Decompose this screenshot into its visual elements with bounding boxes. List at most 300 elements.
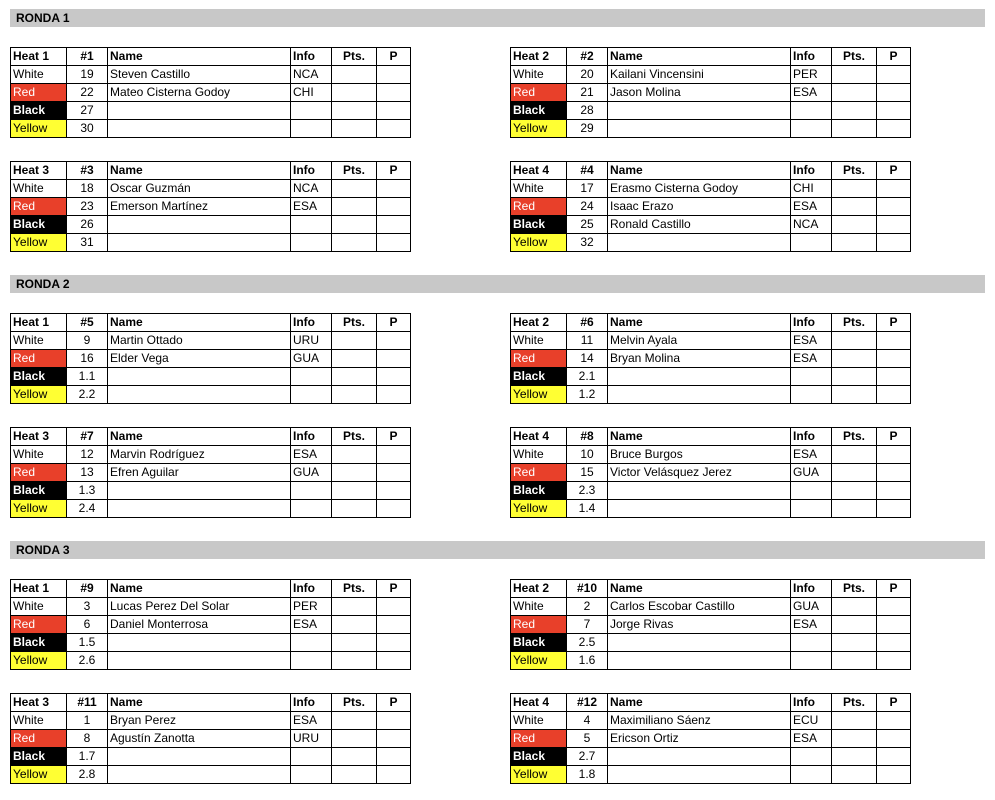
table-row: [11, 332, 411, 350]
heat-header-row: [511, 48, 911, 66]
heat-table: [10, 693, 411, 784]
color-cell: Yellow: [511, 120, 567, 138]
column-header-pts: Pts.: [332, 162, 377, 180]
surfer-country: [291, 120, 332, 138]
points-cell: [332, 216, 377, 234]
surfer-number: 1.4: [567, 500, 608, 518]
surfer-country: [291, 652, 332, 670]
surfer-country: PER: [791, 66, 832, 84]
surfer-number: 20: [567, 66, 608, 84]
heat-label: Heat 4: [511, 694, 567, 712]
points-cell: [332, 464, 377, 482]
place-cell: [877, 216, 911, 234]
points-cell: [832, 598, 877, 616]
surfer-number: 17: [567, 180, 608, 198]
surfer-name: [108, 102, 291, 120]
surfer-country: [291, 368, 332, 386]
table-row: [511, 180, 911, 198]
surfer-name: Kailani Vincensini: [608, 66, 791, 84]
surfer-name: [608, 386, 791, 404]
surfer-name: [608, 748, 791, 766]
table-row: [11, 500, 411, 518]
column-header-p: P: [877, 428, 911, 446]
column-header-p: P: [877, 694, 911, 712]
column-header-name: Name: [608, 314, 791, 332]
place-cell: [877, 634, 911, 652]
heat-number: #9: [67, 580, 108, 598]
surfer-number: 30: [67, 120, 108, 138]
surfer-country: CHI: [291, 84, 332, 102]
surfer-name: Bryan Molina: [608, 350, 791, 368]
surfer-number: 21: [567, 84, 608, 102]
color-cell: White: [511, 180, 567, 198]
surfer-country: [791, 766, 832, 784]
place-cell: [877, 482, 911, 500]
heat-table: [510, 161, 911, 252]
column-header-name: Name: [608, 162, 791, 180]
place-cell: [877, 616, 911, 634]
surfer-number: 7: [567, 616, 608, 634]
column-header-info: Info: [291, 314, 332, 332]
points-cell: [332, 368, 377, 386]
heat-label: Heat 1: [11, 580, 67, 598]
column-header-pts: Pts.: [832, 580, 877, 598]
surfer-country: GUA: [791, 598, 832, 616]
column-header-info: Info: [291, 580, 332, 598]
table-row: [11, 84, 411, 102]
color-cell: White: [11, 712, 67, 730]
table-row: [11, 216, 411, 234]
surfer-country: [791, 102, 832, 120]
table-row: [511, 332, 911, 350]
surfer-country: [791, 120, 832, 138]
table-row: [511, 616, 911, 634]
color-cell: White: [11, 66, 67, 84]
table-row: [511, 482, 911, 500]
color-cell: White: [511, 66, 567, 84]
surfer-number: 2.2: [67, 386, 108, 404]
surfer-country: ESA: [791, 446, 832, 464]
table-row: [511, 748, 911, 766]
table-row: [511, 386, 911, 404]
place-cell: [377, 616, 411, 634]
points-cell: [332, 730, 377, 748]
points-cell: [832, 482, 877, 500]
place-cell: [377, 766, 411, 784]
color-cell: Red: [11, 464, 67, 482]
surfer-number: 19: [67, 66, 108, 84]
surfer-country: [291, 748, 332, 766]
color-cell: White: [11, 446, 67, 464]
table-row: [11, 766, 411, 784]
table-row: [11, 350, 411, 368]
column-header-name: Name: [108, 162, 291, 180]
place-cell: [877, 500, 911, 518]
column-header-p: P: [877, 48, 911, 66]
column-header-p: P: [377, 162, 411, 180]
surfer-number: 1.3: [67, 482, 108, 500]
color-cell: Yellow: [511, 766, 567, 784]
surfer-name: Elder Vega: [108, 350, 291, 368]
surfer-name: [108, 120, 291, 138]
place-cell: [877, 766, 911, 784]
table-row: [511, 368, 911, 386]
table-row: [11, 652, 411, 670]
points-cell: [832, 84, 877, 102]
surfer-country: [291, 386, 332, 404]
place-cell: [877, 350, 911, 368]
place-cell: [877, 120, 911, 138]
place-cell: [377, 198, 411, 216]
column-header-pts: Pts.: [832, 314, 877, 332]
table-row: [511, 766, 911, 784]
column-header-info: Info: [791, 48, 832, 66]
color-cell: White: [11, 180, 67, 198]
points-cell: [332, 102, 377, 120]
surfer-name: [608, 500, 791, 518]
place-cell: [877, 598, 911, 616]
table-row: [11, 464, 411, 482]
color-cell: Red: [511, 350, 567, 368]
surfer-number: 12: [67, 446, 108, 464]
surfer-name: Erasmo Cisterna Godoy: [608, 180, 791, 198]
surfer-name: [108, 386, 291, 404]
heat-table: [10, 427, 411, 518]
color-cell: Yellow: [11, 766, 67, 784]
table-row: [11, 482, 411, 500]
surfer-name: [608, 102, 791, 120]
color-cell: Red: [11, 616, 67, 634]
column-header-p: P: [377, 48, 411, 66]
heat-number: #6: [567, 314, 608, 332]
color-cell: Yellow: [11, 120, 67, 138]
points-cell: [332, 120, 377, 138]
surfer-name: Isaac Erazo: [608, 198, 791, 216]
color-cell: White: [511, 598, 567, 616]
surfer-number: 1.2: [567, 386, 608, 404]
column-header-pts: Pts.: [832, 694, 877, 712]
place-cell: [377, 748, 411, 766]
table-row: [511, 652, 911, 670]
color-cell: Red: [511, 84, 567, 102]
color-cell: Red: [511, 198, 567, 216]
surfer-name: Oscar Guzmán: [108, 180, 291, 198]
heat-number: #1: [67, 48, 108, 66]
surfer-country: NCA: [791, 216, 832, 234]
points-cell: [832, 500, 877, 518]
color-cell: Yellow: [511, 386, 567, 404]
color-cell: Yellow: [11, 386, 67, 404]
surfer-country: [791, 748, 832, 766]
place-cell: [877, 234, 911, 252]
surfer-number: 10: [567, 446, 608, 464]
points-cell: [332, 386, 377, 404]
place-cell: [877, 712, 911, 730]
table-row: [511, 216, 911, 234]
color-cell: Red: [511, 730, 567, 748]
surfer-country: NCA: [291, 66, 332, 84]
column-header-p: P: [377, 580, 411, 598]
surfer-name: [608, 634, 791, 652]
column-header-info: Info: [791, 580, 832, 598]
column-header-p: P: [377, 694, 411, 712]
surfer-name: Carlos Escobar Castillo: [608, 598, 791, 616]
surfer-country: [291, 634, 332, 652]
color-cell: Yellow: [511, 652, 567, 670]
heat-number: #11: [67, 694, 108, 712]
column-header-pts: Pts.: [332, 314, 377, 332]
heat-table: [510, 313, 911, 404]
place-cell: [377, 332, 411, 350]
points-cell: [832, 748, 877, 766]
place-cell: [377, 712, 411, 730]
color-cell: White: [11, 598, 67, 616]
surfer-number: 6: [67, 616, 108, 634]
heat-header-row: [11, 694, 411, 712]
surfer-country: [791, 234, 832, 252]
column-header-name: Name: [608, 694, 791, 712]
surfer-name: Lucas Perez Del Solar: [108, 598, 291, 616]
place-cell: [377, 216, 411, 234]
heat-header-row: [11, 162, 411, 180]
column-header-pts: Pts.: [332, 428, 377, 446]
surfer-number: 26: [67, 216, 108, 234]
color-cell: Red: [11, 84, 67, 102]
surfer-name: Emerson Martínez: [108, 198, 291, 216]
round-title: RONDA 3: [10, 541, 985, 559]
place-cell: [377, 598, 411, 616]
heat-header-row: [11, 48, 411, 66]
surfer-country: ESA: [791, 198, 832, 216]
heat-label: Heat 3: [11, 428, 67, 446]
table-row: [11, 446, 411, 464]
surfer-number: 2.1: [567, 368, 608, 386]
table-row: [11, 748, 411, 766]
surfer-number: 2.5: [567, 634, 608, 652]
table-row: [11, 66, 411, 84]
surfer-country: ESA: [791, 332, 832, 350]
surfer-name: [608, 482, 791, 500]
place-cell: [377, 102, 411, 120]
points-cell: [832, 180, 877, 198]
points-cell: [332, 446, 377, 464]
table-row: [511, 598, 911, 616]
surfer-country: ESA: [791, 84, 832, 102]
column-header-p: P: [377, 428, 411, 446]
color-cell: Red: [511, 464, 567, 482]
surfer-country: ESA: [291, 446, 332, 464]
surfer-country: [291, 102, 332, 120]
surfer-name: Victor Velásquez Jerez: [608, 464, 791, 482]
color-cell: Black: [511, 748, 567, 766]
heat-label: Heat 2: [511, 580, 567, 598]
surfer-country: [291, 482, 332, 500]
heat-label: Heat 4: [511, 162, 567, 180]
heat-header-row: [511, 428, 911, 446]
place-cell: [877, 368, 911, 386]
surfer-name: [608, 120, 791, 138]
color-cell: Black: [11, 102, 67, 120]
table-row: [11, 386, 411, 404]
column-header-pts: Pts.: [832, 48, 877, 66]
heat-table: [510, 427, 911, 518]
heat-header-row: [511, 580, 911, 598]
column-header-pts: Pts.: [332, 48, 377, 66]
surfer-name: [108, 368, 291, 386]
color-cell: White: [11, 332, 67, 350]
place-cell: [377, 386, 411, 404]
place-cell: [877, 730, 911, 748]
surfer-name: [108, 634, 291, 652]
surfer-number: 9: [67, 332, 108, 350]
color-cell: Black: [511, 102, 567, 120]
column-header-name: Name: [608, 428, 791, 446]
round-title: RONDA 1: [10, 9, 985, 27]
heat-number: #10: [567, 580, 608, 598]
place-cell: [877, 66, 911, 84]
heat-label: Heat 2: [511, 48, 567, 66]
table-row: [511, 84, 911, 102]
surfer-name: [608, 766, 791, 784]
heat-header-row: [511, 162, 911, 180]
table-row: [11, 120, 411, 138]
table-row: [511, 464, 911, 482]
surfer-name: Bryan Perez: [108, 712, 291, 730]
heat-label: Heat 3: [11, 162, 67, 180]
place-cell: [377, 652, 411, 670]
surfer-country: [291, 234, 332, 252]
color-cell: White: [511, 446, 567, 464]
surfer-name: [108, 234, 291, 252]
points-cell: [832, 350, 877, 368]
surfer-number: 8: [67, 730, 108, 748]
surfer-name: Maximiliano Sáenz: [608, 712, 791, 730]
points-cell: [332, 66, 377, 84]
surfer-country: [791, 652, 832, 670]
heat-label: Heat 3: [11, 694, 67, 712]
place-cell: [377, 464, 411, 482]
place-cell: [377, 368, 411, 386]
points-cell: [332, 616, 377, 634]
points-cell: [332, 766, 377, 784]
heat-number: #3: [67, 162, 108, 180]
table-row: [11, 102, 411, 120]
points-cell: [332, 350, 377, 368]
points-cell: [332, 180, 377, 198]
heat-table: [510, 579, 911, 670]
table-row: [511, 500, 911, 518]
color-cell: Red: [11, 350, 67, 368]
table-row: [11, 234, 411, 252]
column-header-p: P: [377, 314, 411, 332]
points-cell: [832, 120, 877, 138]
table-row: [11, 368, 411, 386]
heat-header-row: [11, 580, 411, 598]
table-row: [11, 712, 411, 730]
column-header-p: P: [877, 314, 911, 332]
surfer-country: ESA: [791, 616, 832, 634]
heat-label: Heat 1: [11, 48, 67, 66]
column-header-p: P: [877, 162, 911, 180]
place-cell: [377, 350, 411, 368]
surfer-name: Jorge Rivas: [608, 616, 791, 634]
table-row: [511, 102, 911, 120]
column-header-info: Info: [791, 428, 832, 446]
surfer-name: [108, 766, 291, 784]
points-cell: [832, 332, 877, 350]
heat-header-row: [11, 314, 411, 332]
surfer-number: 2.6: [67, 652, 108, 670]
surfer-country: [291, 766, 332, 784]
surfer-name: [108, 216, 291, 234]
heat-number: #5: [67, 314, 108, 332]
points-cell: [832, 616, 877, 634]
surfer-country: [791, 386, 832, 404]
surfer-number: 1.8: [567, 766, 608, 784]
color-cell: Yellow: [511, 500, 567, 518]
column-header-pts: Pts.: [832, 162, 877, 180]
surfer-number: 2.8: [67, 766, 108, 784]
heat-label: Heat 4: [511, 428, 567, 446]
column-header-p: P: [877, 580, 911, 598]
surfer-number: 2.4: [67, 500, 108, 518]
color-cell: Red: [11, 198, 67, 216]
points-cell: [832, 464, 877, 482]
place-cell: [377, 482, 411, 500]
points-cell: [332, 198, 377, 216]
surfer-country: ESA: [291, 616, 332, 634]
points-cell: [832, 730, 877, 748]
surfer-name: Efren Aguilar: [108, 464, 291, 482]
surfer-name: Steven Castillo: [108, 66, 291, 84]
surfer-number: 2: [567, 598, 608, 616]
surfer-number: 25: [567, 216, 608, 234]
surfer-number: 29: [567, 120, 608, 138]
surfer-name: [608, 652, 791, 670]
surfer-number: 32: [567, 234, 608, 252]
column-header-name: Name: [108, 428, 291, 446]
surfer-country: GUA: [291, 350, 332, 368]
table-row: [11, 198, 411, 216]
surfer-number: 2.7: [567, 748, 608, 766]
column-header-pts: Pts.: [332, 580, 377, 598]
surfer-number: 24: [567, 198, 608, 216]
surfer-name: Bruce Burgos: [608, 446, 791, 464]
place-cell: [377, 234, 411, 252]
column-header-info: Info: [291, 48, 332, 66]
points-cell: [332, 500, 377, 518]
color-cell: Black: [11, 216, 67, 234]
table-row: [511, 198, 911, 216]
column-header-pts: Pts.: [832, 428, 877, 446]
column-header-name: Name: [108, 314, 291, 332]
surfer-country: URU: [291, 730, 332, 748]
surfer-country: ESA: [791, 350, 832, 368]
heat-number: #2: [567, 48, 608, 66]
surfer-country: ESA: [291, 712, 332, 730]
surfer-country: [791, 482, 832, 500]
surfer-country: GUA: [791, 464, 832, 482]
surfer-name: [608, 368, 791, 386]
place-cell: [877, 464, 911, 482]
points-cell: [332, 748, 377, 766]
heat-header-row: [11, 428, 411, 446]
column-header-name: Name: [108, 694, 291, 712]
points-cell: [332, 598, 377, 616]
column-header-name: Name: [108, 580, 291, 598]
heat-table: [10, 161, 411, 252]
surfer-number: 5: [567, 730, 608, 748]
